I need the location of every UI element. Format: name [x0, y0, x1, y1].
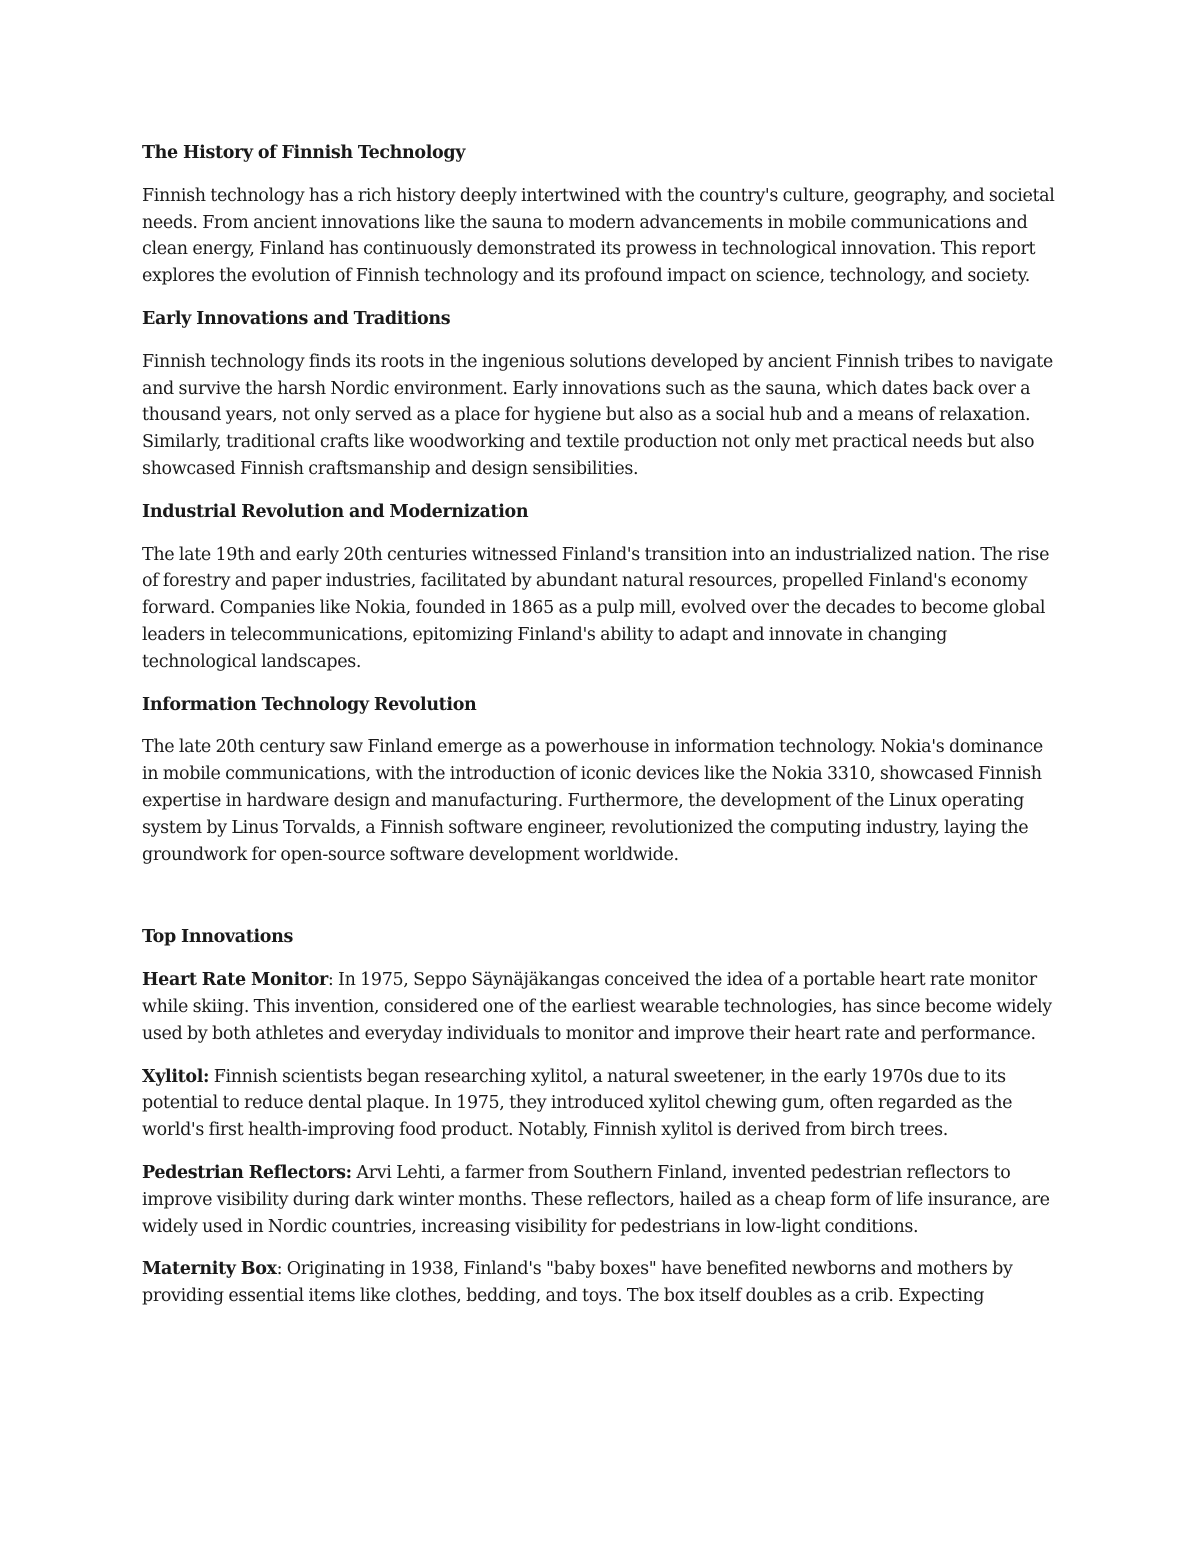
- innovation-text: Originating in 1938, Finland's "baby boxes" have benefited newborns and mothers by providing essential items like clothes, bedding, and toys. The box itself doubles as a crib. Expecting: [142, 1259, 1013, 1307]
- document-body: [142, 140, 1060, 1326]
- innovation-term: Heart Rate Monitor: [142, 970, 328, 991]
- section-heading-early-innovations: Early Innovations and Traditions: [142, 308, 451, 329]
- innovation-term: Xylitol:: [142, 1066, 210, 1087]
- innovation-separator: :: [327, 970, 334, 991]
- innovation-pedestrian-reflectors: [142, 1160, 1060, 1240]
- innovation-text: Finnish scientists began researching xylitol, a natural sweetener, in the early 1970s due to its potential to reduce dental plaque. In 1975, they introduced xylitol chewing gum, often regarded as the world's first health-improving food product. Notably, Finnish xylitol is derived from birch trees.: [142, 1066, 1013, 1141]
- section-body-it-revolution: The late 20th century saw Finland emerge as a powerhouse in information technology. Nokia's dominance in mobile communications, with the introduction of iconic devices like the Nokia 3310, showcased Finnish expertise in hardware design and manufacturing. Furthermore, the development of the Linux operating system by Linus Torvalds, a Finnish software engineer, revolutionized the computing industry, laying the groundwork for open-source software development worldwide.: [142, 737, 1043, 865]
- section-spacer: [142, 884, 1060, 924]
- section-body-industrial-revolution: The late 19th and early 20th centuries witnessed Finland's transition into an industrialized nation. The rise of forestry and paper industries, facilitated by abundant natural resources, propelled Finland's economy forward. Companies like Nokia, founded in 1865 as a pulp mill, evolved over the decades to become global leaders in telecommunications, epitomizing Finland's ability to adapt and innovate in changing technological landscapes.: [142, 544, 1050, 672]
- intro-paragraph: Finnish technology has a rich history deeply intertwined with the country's culture, geography, and societal needs. From ancient innovations like the sauna to modern advancements in mobile communications and clean energy, Finland has continuously demonstrated its prowess in technological innovation. This report explores the evolution of Finnish technology and its profound impact on science, technology, and society.: [142, 185, 1055, 287]
- innovation-term: Maternity Box: [142, 1259, 277, 1280]
- innovation-term: Pedestrian Reflectors:: [142, 1162, 352, 1183]
- document-title: The History of Finnish Technology: [142, 143, 466, 163]
- innovation-maternity-box: [142, 1256, 1060, 1310]
- innovation-separator: :: [276, 1259, 283, 1280]
- section-heading-industrial-revolution: Industrial Revolution and Modernization: [142, 501, 529, 522]
- innovation-xylitol: [142, 1064, 1060, 1144]
- section-body-early-innovations: Finnish technology finds its roots in the ingenious solutions developed by ancient Finnish tribes to navigate and survive the harsh Nordic environment. Early innovations such as the sauna, which dates back over a thousand years, not only served as a place for hygiene but also as a social hub and a means of relaxation. Similarly, traditional crafts like woodworking and textile production not only met practical needs but also showcased Finnish craftsmanship and design sensibilities.: [142, 351, 1053, 479]
- section-heading-it-revolution: Information Technology Revolution: [142, 694, 477, 715]
- innovation-text: In 1975, Seppo Säynäjäkangas conceived the idea of a portable heart rate monitor while skiing. This invention, considered one of the earliest wearable technologies, has since become widely used by both athletes and everyday individuals to monitor and improve their heart rate and performance.: [142, 970, 1052, 1044]
- innovations-heading: Top Innovations: [142, 927, 293, 948]
- innovation-text: Arvi Lehti, a farmer from Southern Finland, invented pedestrian reflectors to improve visibility during dark winter months. These reflectors, hailed as a cheap form of life insurance, are widely used in Nordic countries, increasing visibility for pedestrians in low-light conditions.: [142, 1162, 1050, 1237]
- innovation-heart-rate-monitor: [142, 967, 1060, 1047]
